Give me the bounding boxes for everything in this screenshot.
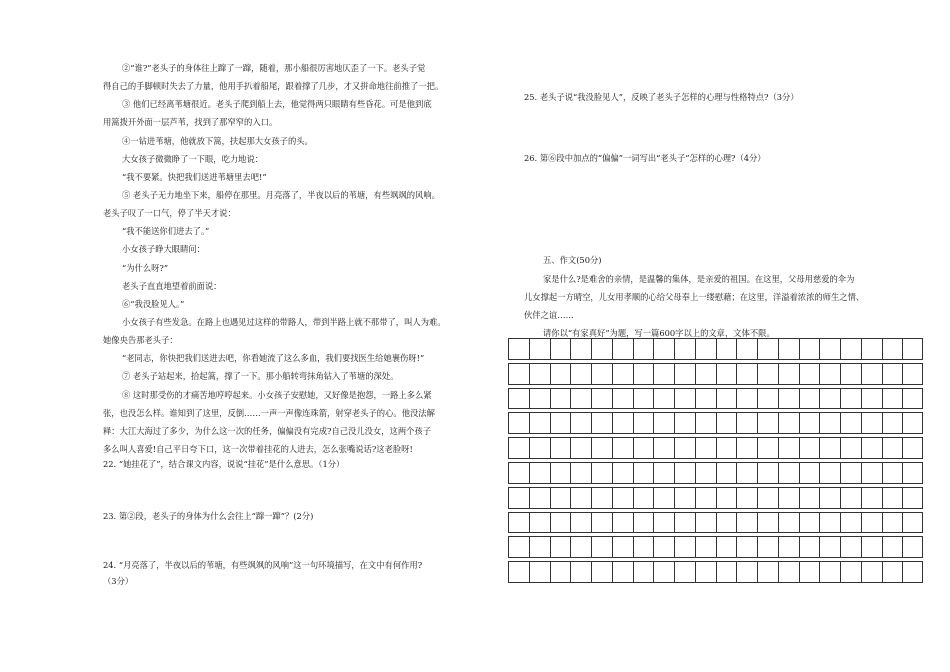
grid-cell[interactable] [716,364,717,384]
grid-cell[interactable] [674,364,675,384]
grid-cell[interactable] [508,562,509,582]
grid-cell[interactable] [778,488,779,508]
grid-cell[interactable] [529,413,530,433]
grid-row [508,561,923,583]
passage-line: “老同志，你快把我们送进去吧，你看她流了这么多血，我们要找医生给她裹伤呀!” [122,353,425,363]
grid-cell[interactable] [840,537,841,557]
grid-cell[interactable] [799,562,800,582]
grid-cell[interactable] [736,438,737,458]
grid-cell[interactable] [529,537,530,557]
grid-cell[interactable] [653,413,654,433]
grid-cell[interactable] [508,513,509,533]
grid-cell[interactable] [550,463,551,483]
passage-line: “我不要紧。快把我们送进苇塘里去吧!” [122,172,267,182]
grid-cell[interactable] [840,513,841,533]
grid-cell[interactable] [819,389,820,409]
grid-cell[interactable] [633,364,634,384]
grid-cell[interactable] [861,513,862,533]
passage-line: 她像央告那老头子： [103,335,178,345]
grid-cell[interactable] [778,513,779,533]
grid-cell[interactable] [674,413,675,433]
essay-writing-grid[interactable] [508,338,923,586]
grid-cell[interactable] [570,488,571,508]
grid-cell[interactable] [508,389,509,409]
grid-cell[interactable] [674,389,675,409]
grid-cell[interactable] [799,413,800,433]
grid-cell[interactable] [633,339,634,359]
grid-cell[interactable] [695,389,696,409]
grid-cell[interactable] [922,513,923,533]
grid-cell[interactable] [550,537,551,557]
grid-cell[interactable] [550,513,551,533]
grid-cell[interactable] [861,364,862,384]
grid-cell[interactable] [550,438,551,458]
grid-cell[interactable] [633,537,634,557]
grid-cell[interactable] [674,537,675,557]
grid-cell[interactable] [778,438,779,458]
grid-cell[interactable] [591,562,592,582]
grid-cell[interactable] [716,339,717,359]
grid-cell[interactable] [902,513,903,533]
grid-cell[interactable] [529,364,530,384]
grid-cell[interactable] [840,438,841,458]
grid-cell[interactable] [716,537,717,557]
grid-cell[interactable] [529,438,530,458]
grid-cell[interactable] [840,339,841,359]
passage-line: ②“谁?”老头子的身体往上蹿了一蹿，随着，那小船很厉害地仄歪了一下。老头子觉 [122,63,426,73]
question-23: 23. 第②段，老头子的身体为什么会往上“蹿一蹿”？(2分) [103,511,314,521]
passage-line: 老头子叹了一口气，停了半天才说： [103,208,236,218]
grid-cell[interactable] [922,364,923,384]
grid-cell[interactable] [882,537,883,557]
grid-cell[interactable] [799,339,800,359]
grid-cell[interactable] [799,537,800,557]
grid-cell[interactable] [570,413,571,433]
grid-cell[interactable] [840,364,841,384]
grid-cell[interactable] [633,488,634,508]
grid-cell[interactable] [736,513,737,533]
grid-cell[interactable] [882,562,883,582]
grid-cell[interactable] [529,562,530,582]
grid-cell[interactable] [529,488,530,508]
grid-cell[interactable] [902,537,903,557]
grid-cell[interactable] [819,339,820,359]
grid-cell[interactable] [778,413,779,433]
grid-cell[interactable] [882,463,883,483]
grid-cell[interactable] [570,364,571,384]
grid-cell[interactable] [612,537,613,557]
grid-cell[interactable] [716,389,717,409]
grid-cell[interactable] [570,537,571,557]
grid-cell[interactable] [695,463,696,483]
grid-cell[interactable] [757,339,758,359]
grid-cell[interactable] [612,413,613,433]
grid-cell[interactable] [861,488,862,508]
grid-cell[interactable] [612,513,613,533]
question-24: 24. “月亮落了，半夜以后的苇塘，有些飒飒的风响”这一句环境描写，在文中有何作用? [103,560,423,570]
grid-cell[interactable] [736,537,737,557]
grid-cell[interactable] [529,389,530,409]
grid-cell[interactable] [902,364,903,384]
grid-cell[interactable] [570,463,571,483]
grid-cell[interactable] [819,438,820,458]
grid-cell[interactable] [570,438,571,458]
grid-cell[interactable] [861,537,862,557]
grid-cell[interactable] [840,413,841,433]
grid-cell[interactable] [529,463,530,483]
passage-line: 得自己的手脚顿时失去了力量，他用手扒着船尾，跟着撑了几步，才又拼命地往前推了一把。 [103,81,444,91]
grid-cell[interactable] [819,537,820,557]
grid-cell[interactable] [882,513,883,533]
grid-cell[interactable] [922,339,923,359]
grid-cell[interactable] [716,413,717,433]
grid-cell[interactable] [778,562,779,582]
grid-cell[interactable] [695,537,696,557]
grid-cell[interactable] [819,513,820,533]
grid-row [508,412,923,434]
grid-cell[interactable] [591,513,592,533]
essay-instruction: 请你以“有家真好”为题，写一篇600字以上的文章，文体不限。 [543,328,775,338]
grid-cell[interactable] [591,463,592,483]
grid-cell[interactable] [591,488,592,508]
grid-cell[interactable] [653,537,654,557]
grid-cell[interactable] [757,537,758,557]
grid-row [508,462,923,484]
grid-cell[interactable] [861,413,862,433]
grid-cell[interactable] [799,513,800,533]
grid-cell[interactable] [612,389,613,409]
section-title: 五、作文(50分) [543,255,602,265]
grid-cell[interactable] [882,438,883,458]
grid-cell[interactable] [736,463,737,483]
grid-cell[interactable] [902,438,903,458]
grid-cell[interactable] [882,364,883,384]
passage-line: “我不能送你们进去了。” [122,226,210,236]
passage-line: “为什么呀?” [122,263,169,273]
grid-cell[interactable] [902,413,903,433]
grid-cell[interactable] [612,488,613,508]
grid-cell[interactable] [612,562,613,582]
grid-cell[interactable] [508,463,509,483]
question-22: 22. “她挂花了”，结合课文内容，说说“挂花”是什么意思。（1分） [103,459,345,469]
grid-cell[interactable] [757,513,758,533]
grid-cell[interactable] [612,438,613,458]
passage-line: 大女孩子微微睁了一下眼，吃力地说： [122,154,264,164]
grid-cell[interactable] [674,488,675,508]
passage-line: 老头子直直地望着前面说： [122,281,222,291]
grid-cell[interactable] [757,389,758,409]
grid-cell[interactable] [922,562,923,582]
grid-cell[interactable] [882,389,883,409]
grid-cell[interactable] [674,438,675,458]
passage-line: 小女孩子有些发急。在路上也遇见过这样的带路人，带到半路上就不那带了，叫人为难。 [122,317,446,327]
grid-cell[interactable] [612,364,613,384]
grid-cell[interactable] [508,488,509,508]
question-26: 26. 第⑥段中加点的“偏偏”一词写出“老头子”怎样的心理?（4分） [524,153,766,163]
grid-cell[interactable] [778,537,779,557]
grid-cell[interactable] [653,339,654,359]
grid-cell[interactable] [736,364,737,384]
grid-cell[interactable] [902,463,903,483]
passage-line: ③ 他们已经离苇塘很近。老头子爬到船上去，他觉得两只眼睛有些昏花。可是他到底 [122,99,432,109]
passage-line: 小女孩子睁大眼睛问： [122,244,205,254]
grid-cell[interactable] [633,389,634,409]
grid-cell[interactable] [861,389,862,409]
grid-row [508,512,923,534]
grid-cell[interactable] [570,339,571,359]
grid-cell[interactable] [922,413,923,433]
grid-cell[interactable] [757,488,758,508]
grid-cell[interactable] [799,364,800,384]
grid-cell[interactable] [550,562,551,582]
grid-cell[interactable] [674,339,675,359]
grid-cell[interactable] [716,513,717,533]
grid-cell[interactable] [612,339,613,359]
grid-cell[interactable] [840,463,841,483]
grid-cell[interactable] [902,339,903,359]
grid-cell[interactable] [674,513,675,533]
grid-cell[interactable] [819,364,820,384]
grid-cell[interactable] [529,339,530,359]
grid-cell[interactable] [674,562,675,582]
grid-cell[interactable] [922,488,923,508]
grid-cell[interactable] [695,438,696,458]
grid-cell[interactable] [922,389,923,409]
grid-cell[interactable] [591,339,592,359]
grid-cell[interactable] [840,389,841,409]
grid-cell[interactable] [757,463,758,483]
grid-cell[interactable] [882,413,883,433]
grid-cell[interactable] [736,562,737,582]
grid-cell[interactable] [778,389,779,409]
grid-cell[interactable] [653,364,654,384]
grid-cell[interactable] [570,513,571,533]
passage-line: ⑤ 老头子无力地坐下来，船停在那里。月亮落了，半夜以后的苇塘，有些飒飒的风响。 [122,190,440,200]
grid-cell[interactable] [633,513,634,533]
grid-row [508,338,923,360]
grid-cell[interactable] [674,463,675,483]
grid-cell[interactable] [716,488,717,508]
passage-line: ⑥“我没脸见人。” [122,299,185,309]
grid-cell[interactable] [840,562,841,582]
grid-row [508,437,923,459]
grid-cell[interactable] [550,488,551,508]
grid-cell[interactable] [861,463,862,483]
grid-cell[interactable] [633,413,634,433]
grid-cell[interactable] [591,389,592,409]
grid-cell[interactable] [653,513,654,533]
grid-cell[interactable] [716,562,717,582]
grid-cell[interactable] [508,438,509,458]
grid-cell[interactable] [882,339,883,359]
grid-cell[interactable] [550,364,551,384]
grid-cell[interactable] [716,438,717,458]
grid-cell[interactable] [840,488,841,508]
question-24-score: （3分） [103,576,134,586]
grid-cell[interactable] [861,562,862,582]
grid-cell[interactable] [653,389,654,409]
grid-cell[interactable] [902,389,903,409]
grid-cell[interactable] [591,364,592,384]
grid-cell[interactable] [591,413,592,433]
grid-cell[interactable] [508,339,509,359]
grid-cell[interactable] [819,562,820,582]
grid-row [508,363,923,385]
grid-cell[interactable] [799,488,800,508]
grid-row [508,487,923,509]
passage-line: 多么叫人喜爱!自己平日夸下口，这一次带着挂花的人进去，怎么张嘴说话?这老脸呀! [103,444,413,454]
grid-cell[interactable] [633,562,634,582]
grid-cell[interactable] [570,562,571,582]
grid-cell[interactable] [736,488,737,508]
grid-cell[interactable] [799,438,800,458]
grid-cell[interactable] [799,389,800,409]
grid-cell[interactable] [550,413,551,433]
essay-prompt-line: 家是什么?是难舍的亲情，是温馨的集体，是亲爱的祖国。在这里，父母用慈爱的伞为 [543,274,855,284]
grid-cell[interactable] [695,413,696,433]
grid-cell[interactable] [757,413,758,433]
grid-cell[interactable] [653,562,654,582]
grid-cell[interactable] [882,488,883,508]
grid-cell[interactable] [861,438,862,458]
grid-cell[interactable] [653,488,654,508]
grid-cell[interactable] [757,562,758,582]
grid-row [508,536,923,558]
grid-row [508,388,923,410]
grid-cell[interactable] [653,438,654,458]
grid-cell[interactable] [529,513,530,533]
grid-cell[interactable] [922,537,923,557]
grid-cell[interactable] [570,389,571,409]
grid-cell[interactable] [508,537,509,557]
grid-cell[interactable] [778,463,779,483]
question-25: 25. 老头子说“我没脸见人”，反映了老头子怎样的心理与性格特点?（3分） [524,92,799,102]
grid-cell[interactable] [922,463,923,483]
passage-line: 用篙拨开外面一层芦苇，找到了那窄窄的入口。 [103,117,278,127]
grid-cell[interactable] [902,488,903,508]
grid-cell[interactable] [591,438,592,458]
grid-cell[interactable] [695,364,696,384]
grid-cell[interactable] [778,364,779,384]
grid-cell[interactable] [819,413,820,433]
grid-cell[interactable] [508,413,509,433]
grid-cell[interactable] [633,463,634,483]
grid-cell[interactable] [612,463,613,483]
grid-cell[interactable] [736,413,737,433]
grid-cell[interactable] [695,488,696,508]
passage-line: ⑦ 老头子站起来，拾起篙，撑了一下。那小船转弯抹角钻入了苇塘的深处。 [122,371,399,381]
grid-cell[interactable] [819,488,820,508]
passage-line: ⑧ 这时那受伤的才痛苦地哼哼起来。小女孩子安慰她，又好像是抱怨，一路上多么紧 [122,390,432,400]
grid-cell[interactable] [902,562,903,582]
essay-prompt-line: 伙伴之谊…… [524,310,574,320]
grid-cell[interactable] [695,513,696,533]
grid-cell[interactable] [695,339,696,359]
grid-cell[interactable] [716,463,717,483]
grid-cell[interactable] [633,438,634,458]
grid-cell[interactable] [550,339,551,359]
grid-cell[interactable] [799,463,800,483]
grid-cell[interactable] [736,339,737,359]
grid-cell[interactable] [757,364,758,384]
grid-cell[interactable] [695,562,696,582]
grid-cell[interactable] [550,389,551,409]
passage-line: 张，也没怎么样。谁知到了这里，反倒……一声一声像连珠箭，射穿老头子的心。他没法解 [103,408,435,418]
grid-cell[interactable] [819,463,820,483]
grid-cell[interactable] [778,339,779,359]
grid-cell[interactable] [861,339,862,359]
grid-cell[interactable] [736,389,737,409]
grid-cell[interactable] [508,364,509,384]
grid-cell[interactable] [922,438,923,458]
grid-cell[interactable] [653,463,654,483]
passage-line: ④一钻进苇塘，他就放下篙，扶起那大女孩子的头。 [122,136,313,146]
essay-prompt-line: 儿女撑起一方晴空，儿女用孝顺的心给父母奉上一缕慰藉；在这里，洋溢着浓浓的师生之情、 [524,292,865,302]
passage-line: 释：大江大海过了多少，为什么这一次的任务，偏偏没有完成?自己没儿没女，这两个孩子 [103,426,432,436]
grid-cell[interactable] [757,438,758,458]
grid-cell[interactable] [591,537,592,557]
